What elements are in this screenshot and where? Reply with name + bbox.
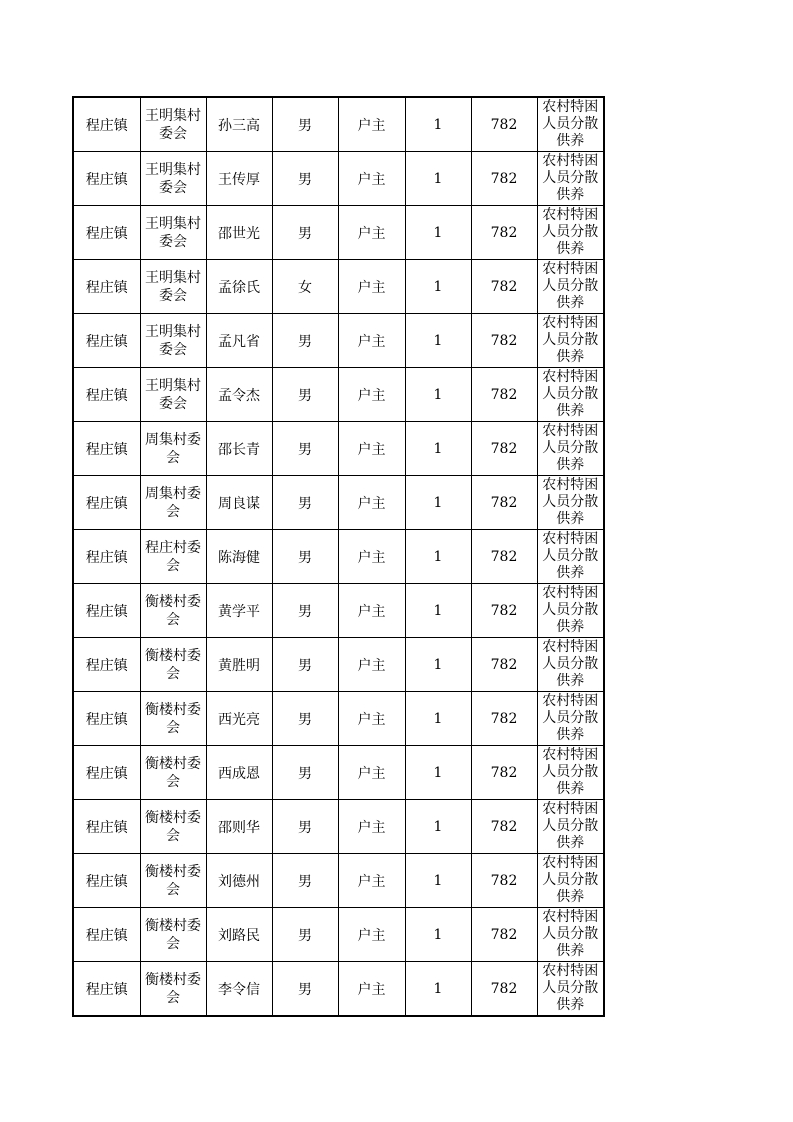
count-cell [405, 962, 471, 1017]
amount-cell-text: 782 [490, 656, 518, 673]
relation-cell-text: 户主 [357, 387, 386, 404]
village-cell [140, 638, 206, 692]
count-cell-text: 1 [433, 170, 443, 187]
village-cell-text: 衡楼村委会 [145, 647, 201, 682]
gender-cell-text: 男 [298, 549, 312, 566]
name-cell [206, 97, 272, 152]
town-cell-text: 程庄镇 [85, 711, 128, 728]
type-cell [537, 908, 604, 962]
name-cell [206, 206, 272, 260]
village-cell [140, 908, 206, 962]
table-row [73, 584, 604, 638]
count-cell [405, 152, 471, 206]
village-cell-text: 王明集村委会 [145, 161, 201, 196]
relation-cell-text: 户主 [357, 765, 386, 782]
relation-cell [338, 314, 405, 368]
town-cell-text: 程庄镇 [85, 765, 128, 782]
relation-cell [338, 260, 405, 314]
name-cell [206, 530, 272, 584]
name-cell [206, 368, 272, 422]
table-row [73, 530, 604, 584]
gender-cell [272, 638, 338, 692]
town-cell-text: 程庄镇 [85, 603, 128, 620]
relation-cell [338, 476, 405, 530]
town-cell-text: 程庄镇 [85, 279, 128, 296]
type-cell-text: 农村特困人员分散供养 [542, 477, 599, 527]
type-cell [537, 206, 604, 260]
name-cell-text: 西光亮 [218, 711, 260, 728]
gender-cell [272, 206, 338, 260]
village-cell [140, 476, 206, 530]
name-cell-text: 邵世光 [218, 225, 260, 242]
type-cell [537, 422, 604, 476]
town-cell-text: 程庄镇 [85, 495, 128, 512]
gender-cell-text: 男 [298, 117, 312, 134]
town-cell-text: 程庄镇 [85, 387, 128, 404]
type-cell-text: 农村特困人员分散供养 [542, 153, 599, 203]
gender-cell-text: 男 [298, 441, 312, 458]
gender-cell-text: 男 [298, 333, 312, 350]
village-cell-text: 王明集村委会 [145, 377, 201, 412]
amount-cell-text: 782 [490, 872, 518, 889]
relation-cell-text: 户主 [357, 117, 386, 134]
village-cell-text: 王明集村委会 [145, 269, 201, 304]
town-cell-text: 程庄镇 [85, 117, 128, 134]
amount-cell [471, 152, 537, 206]
table-row [73, 638, 604, 692]
name-cell [206, 314, 272, 368]
name-cell-text: 孟徐氏 [218, 279, 260, 296]
type-cell [537, 584, 604, 638]
town-cell [73, 206, 140, 260]
type-cell-text: 农村特困人员分散供养 [542, 99, 599, 149]
count-cell [405, 206, 471, 260]
village-cell-text: 衡楼村委会 [145, 593, 201, 628]
amount-cell-text: 782 [490, 602, 518, 619]
type-cell [537, 638, 604, 692]
relation-cell-text: 户主 [357, 657, 386, 674]
name-cell [206, 908, 272, 962]
count-cell [405, 368, 471, 422]
type-cell [537, 962, 604, 1017]
town-cell [73, 692, 140, 746]
relation-cell [338, 584, 405, 638]
gender-cell [272, 530, 338, 584]
amount-cell-text: 782 [490, 332, 518, 349]
village-cell [140, 530, 206, 584]
table-row [73, 422, 604, 476]
town-cell-text: 程庄镇 [85, 873, 128, 890]
gender-cell-text: 男 [298, 927, 312, 944]
name-cell-text: 李令信 [218, 981, 260, 998]
amount-cell [471, 800, 537, 854]
town-cell [73, 476, 140, 530]
table-row [73, 476, 604, 530]
gender-cell [272, 422, 338, 476]
village-cell [140, 206, 206, 260]
type-cell [537, 152, 604, 206]
amount-cell [471, 422, 537, 476]
gender-cell [272, 746, 338, 800]
name-cell-text: 陈海健 [218, 549, 260, 566]
count-cell [405, 530, 471, 584]
count-cell [405, 692, 471, 746]
village-cell [140, 260, 206, 314]
relation-cell [338, 152, 405, 206]
relation-cell [338, 368, 405, 422]
type-cell-text: 农村特困人员分散供养 [542, 747, 599, 797]
town-cell-text: 程庄镇 [85, 549, 128, 566]
village-cell [140, 800, 206, 854]
amount-cell-text: 782 [490, 116, 518, 133]
gender-cell-text: 男 [298, 873, 312, 890]
name-cell [206, 422, 272, 476]
name-cell [206, 746, 272, 800]
town-cell [73, 152, 140, 206]
gender-cell-text: 男 [298, 657, 312, 674]
town-cell [73, 422, 140, 476]
count-cell [405, 800, 471, 854]
village-cell-text: 衡楼村委会 [145, 809, 201, 844]
relation-cell-text: 户主 [357, 927, 386, 944]
name-cell-text: 邵长青 [218, 441, 260, 458]
gender-cell [272, 97, 338, 152]
gender-cell [272, 962, 338, 1017]
gender-cell [272, 692, 338, 746]
village-cell [140, 314, 206, 368]
type-cell-text: 农村特困人员分散供养 [542, 261, 599, 311]
table-row [73, 692, 604, 746]
table-row [73, 260, 604, 314]
name-cell-text: 黄胜明 [218, 657, 260, 674]
amount-cell [471, 260, 537, 314]
gender-cell-text: 男 [298, 387, 312, 404]
village-cell-text: 周集村委会 [145, 431, 201, 466]
relation-cell-text: 户主 [357, 441, 386, 458]
count-cell-text: 1 [433, 332, 443, 349]
village-cell [140, 152, 206, 206]
amount-cell [471, 638, 537, 692]
village-cell-text: 衡楼村委会 [145, 971, 201, 1006]
village-cell [140, 962, 206, 1017]
type-cell-text: 农村特困人员分散供养 [542, 693, 599, 743]
name-cell-text: 孙三高 [218, 117, 260, 134]
count-cell-text: 1 [433, 386, 443, 403]
town-cell [73, 800, 140, 854]
amount-cell-text: 782 [490, 926, 518, 943]
town-cell [73, 368, 140, 422]
village-cell [140, 692, 206, 746]
town-cell-text: 程庄镇 [85, 981, 128, 998]
town-cell-text: 程庄镇 [85, 819, 128, 836]
count-cell-text: 1 [433, 494, 443, 511]
village-cell [140, 422, 206, 476]
relation-cell-text: 户主 [357, 279, 386, 296]
amount-cell [471, 314, 537, 368]
type-cell-text: 农村特困人员分散供养 [542, 801, 599, 851]
name-cell-text: 周良谋 [218, 495, 260, 512]
type-cell [537, 368, 604, 422]
amount-cell [471, 746, 537, 800]
village-cell-text: 衡楼村委会 [145, 755, 201, 790]
relation-cell [338, 97, 405, 152]
amount-cell-text: 782 [490, 440, 518, 457]
count-cell-text: 1 [433, 980, 443, 997]
town-cell-text: 程庄镇 [85, 333, 128, 350]
name-cell-text: 刘德州 [218, 873, 260, 890]
relation-cell [338, 638, 405, 692]
relation-cell [338, 206, 405, 260]
relation-cell-text: 户主 [357, 225, 386, 242]
count-cell [405, 422, 471, 476]
type-cell-text: 农村特困人员分散供养 [542, 315, 599, 365]
relation-cell-text: 户主 [357, 171, 386, 188]
gender-cell-text: 男 [298, 495, 312, 512]
town-cell [73, 97, 140, 152]
count-cell-text: 1 [433, 764, 443, 781]
table-body [73, 97, 604, 1016]
table-row [73, 854, 604, 908]
amount-cell [471, 908, 537, 962]
count-cell [405, 97, 471, 152]
gender-cell [272, 584, 338, 638]
table-row [73, 206, 604, 260]
town-cell [73, 260, 140, 314]
relation-cell [338, 530, 405, 584]
amount-cell-text: 782 [490, 548, 518, 565]
name-cell-text: 刘路民 [218, 927, 260, 944]
type-cell [537, 530, 604, 584]
town-cell [73, 314, 140, 368]
name-cell-text: 孟令杰 [218, 387, 260, 404]
name-cell [206, 476, 272, 530]
name-cell-text: 黄学平 [218, 603, 260, 620]
village-cell-text: 程庄村委会 [145, 539, 201, 574]
type-cell-text: 农村特困人员分散供养 [542, 369, 599, 419]
town-cell [73, 638, 140, 692]
table-row [73, 368, 604, 422]
relation-cell-text: 户主 [357, 495, 386, 512]
town-cell-text: 程庄镇 [85, 225, 128, 242]
gender-cell-text: 男 [298, 981, 312, 998]
gender-cell-text: 男 [298, 603, 312, 620]
gender-cell-text: 男 [298, 819, 312, 836]
type-cell [537, 746, 604, 800]
relation-cell [338, 422, 405, 476]
type-cell [537, 314, 604, 368]
count-cell [405, 908, 471, 962]
count-cell [405, 854, 471, 908]
gender-cell-text: 男 [298, 765, 312, 782]
village-cell [140, 368, 206, 422]
amount-cell [471, 584, 537, 638]
town-cell [73, 962, 140, 1017]
name-cell-text: 邵则华 [218, 819, 260, 836]
relation-cell [338, 854, 405, 908]
name-cell-text: 西成恩 [218, 765, 260, 782]
village-cell-text: 王明集村委会 [145, 323, 201, 358]
count-cell-text: 1 [433, 548, 443, 565]
town-cell-text: 程庄镇 [85, 927, 128, 944]
name-cell [206, 854, 272, 908]
table-row [73, 152, 604, 206]
amount-cell [471, 368, 537, 422]
count-cell-text: 1 [433, 926, 443, 943]
relation-cell-text: 户主 [357, 333, 386, 350]
count-cell [405, 746, 471, 800]
type-cell-text: 农村特困人员分散供养 [542, 531, 599, 581]
count-cell-text: 1 [433, 224, 443, 241]
type-cell [537, 800, 604, 854]
type-cell [537, 97, 604, 152]
type-cell-text: 农村特困人员分散供养 [542, 855, 599, 905]
village-cell-text: 衡楼村委会 [145, 863, 201, 898]
type-cell-text: 农村特困人员分散供养 [542, 639, 599, 689]
amount-cell [471, 854, 537, 908]
count-cell-text: 1 [433, 602, 443, 619]
amount-cell [471, 962, 537, 1017]
gender-cell [272, 476, 338, 530]
village-cell-text: 周集村委会 [145, 485, 201, 520]
town-cell [73, 854, 140, 908]
table-row [73, 314, 604, 368]
name-cell-text: 王传厚 [218, 171, 260, 188]
village-cell-text: 王明集村委会 [145, 107, 201, 142]
town-cell-text: 程庄镇 [85, 657, 128, 674]
gender-cell [272, 800, 338, 854]
amount-cell-text: 782 [490, 764, 518, 781]
count-cell [405, 584, 471, 638]
town-cell-text: 程庄镇 [85, 171, 128, 188]
type-cell [537, 260, 604, 314]
count-cell-text: 1 [433, 440, 443, 457]
type-cell [537, 692, 604, 746]
village-cell-text: 衡楼村委会 [145, 701, 201, 736]
type-cell-text: 农村特困人员分散供养 [542, 207, 599, 257]
amount-cell [471, 206, 537, 260]
gender-cell [272, 854, 338, 908]
amount-cell-text: 782 [490, 710, 518, 727]
count-cell [405, 314, 471, 368]
village-cell [140, 746, 206, 800]
village-cell [140, 584, 206, 638]
gender-cell-text: 男 [298, 171, 312, 188]
count-cell-text: 1 [433, 656, 443, 673]
type-cell-text: 农村特困人员分散供养 [542, 909, 599, 959]
relation-cell-text: 户主 [357, 549, 386, 566]
gender-cell-text: 男 [298, 225, 312, 242]
table-row [73, 908, 604, 962]
village-cell [140, 97, 206, 152]
gender-cell-text: 女 [298, 279, 312, 296]
village-cell-text: 王明集村委会 [145, 215, 201, 250]
town-cell [73, 584, 140, 638]
amount-cell-text: 782 [490, 278, 518, 295]
amount-cell [471, 476, 537, 530]
count-cell [405, 638, 471, 692]
count-cell-text: 1 [433, 872, 443, 889]
name-cell [206, 800, 272, 854]
gender-cell-text: 男 [298, 711, 312, 728]
relation-cell [338, 692, 405, 746]
name-cell [206, 152, 272, 206]
relation-cell-text: 户主 [357, 981, 386, 998]
count-cell-text: 1 [433, 818, 443, 835]
name-cell [206, 692, 272, 746]
table-row [73, 97, 604, 152]
count-cell-text: 1 [433, 278, 443, 295]
table-row [73, 800, 604, 854]
village-cell-text: 衡楼村委会 [145, 917, 201, 952]
name-cell-text: 孟凡省 [218, 333, 260, 350]
amount-cell-text: 782 [490, 818, 518, 835]
town-cell-text: 程庄镇 [85, 441, 128, 458]
type-cell-text: 农村特困人员分散供养 [542, 585, 599, 635]
gender-cell [272, 314, 338, 368]
type-cell-text: 农村特困人员分散供养 [542, 963, 599, 1013]
name-cell [206, 962, 272, 1017]
count-cell [405, 260, 471, 314]
town-cell [73, 530, 140, 584]
amount-cell-text: 782 [490, 980, 518, 997]
name-cell [206, 638, 272, 692]
count-cell-text: 1 [433, 116, 443, 133]
recipient-table [72, 96, 605, 1017]
town-cell [73, 908, 140, 962]
relation-cell [338, 800, 405, 854]
village-cell [140, 854, 206, 908]
amount-cell-text: 782 [490, 224, 518, 241]
table-row [73, 746, 604, 800]
gender-cell [272, 908, 338, 962]
count-cell-text: 1 [433, 710, 443, 727]
count-cell [405, 476, 471, 530]
name-cell [206, 584, 272, 638]
type-cell-text: 农村特困人员分散供养 [542, 423, 599, 473]
gender-cell [272, 368, 338, 422]
amount-cell [471, 530, 537, 584]
amount-cell [471, 692, 537, 746]
relation-cell [338, 962, 405, 1017]
relation-cell [338, 746, 405, 800]
amount-cell-text: 782 [490, 386, 518, 403]
town-cell [73, 746, 140, 800]
gender-cell [272, 260, 338, 314]
type-cell [537, 854, 604, 908]
type-cell [537, 476, 604, 530]
amount-cell [471, 97, 537, 152]
relation-cell-text: 户主 [357, 873, 386, 890]
name-cell [206, 260, 272, 314]
relation-cell-text: 户主 [357, 711, 386, 728]
relation-cell [338, 908, 405, 962]
relation-cell-text: 户主 [357, 603, 386, 620]
table-row [73, 962, 604, 1017]
amount-cell-text: 782 [490, 170, 518, 187]
relation-cell-text: 户主 [357, 819, 386, 836]
amount-cell-text: 782 [490, 494, 518, 511]
gender-cell [272, 152, 338, 206]
